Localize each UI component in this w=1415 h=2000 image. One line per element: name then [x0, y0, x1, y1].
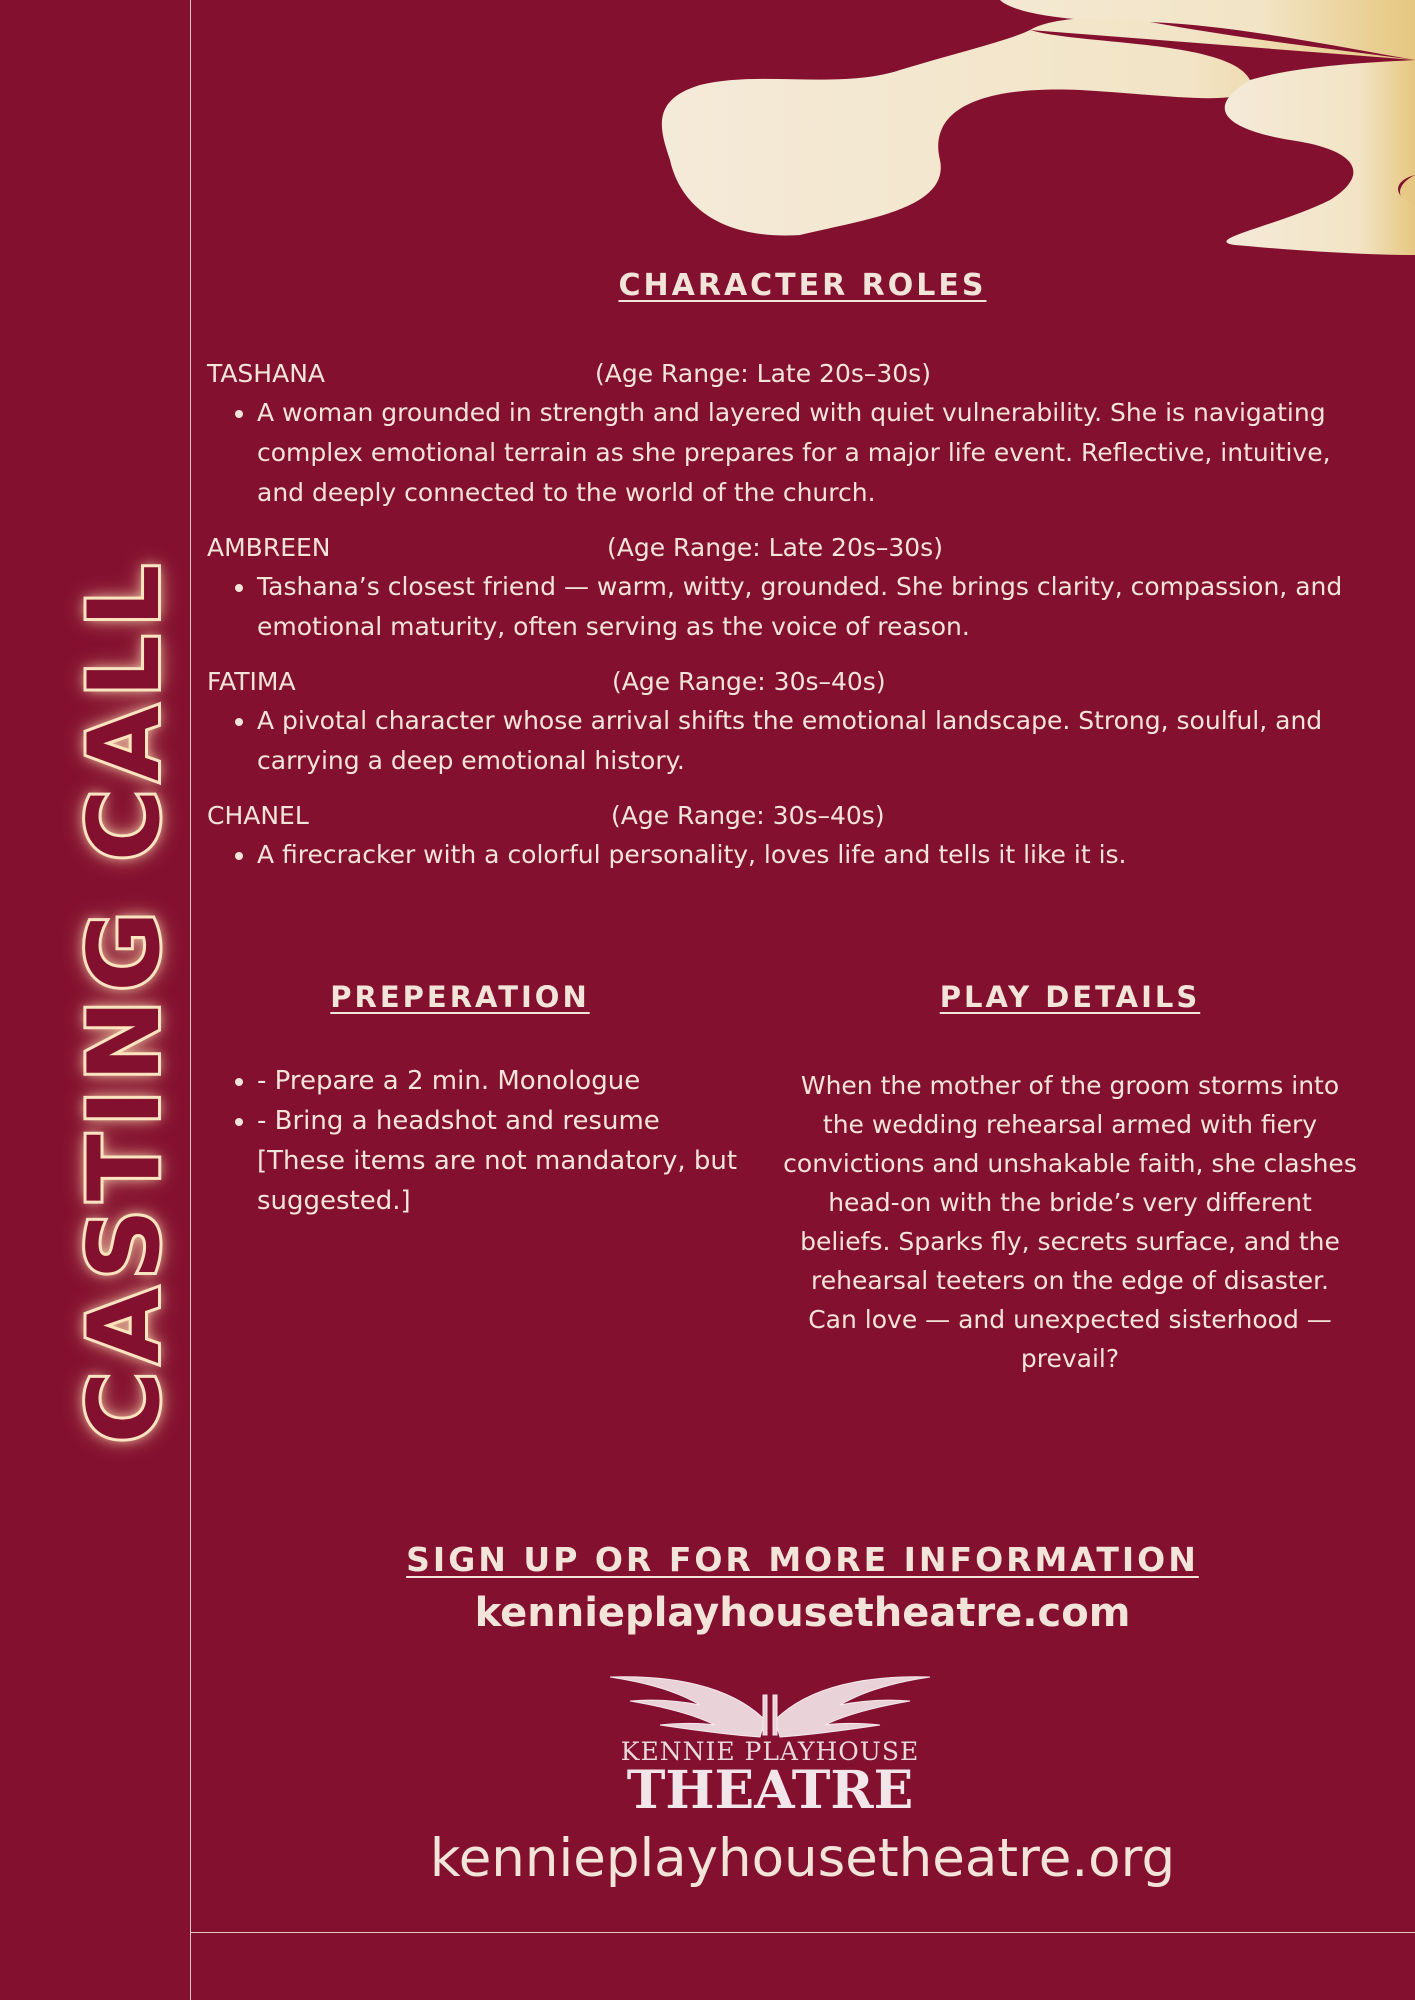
- role-age-range: (Age Range: Late 20s–30s): [595, 359, 931, 388]
- wings-icon: [610, 1665, 930, 1745]
- play-details-text: [780, 1066, 1360, 1378]
- play-details-heading: PLAY DETAILS: [939, 980, 1201, 1014]
- play-tagline: Can love — and unexpected sisterhood — prevail?: [808, 1305, 1332, 1373]
- decorative-cloud-shape: [0, 0, 1415, 260]
- bottom-divider-line: [190, 1932, 1415, 1933]
- role-description: • A pivotal character whose arrival shifts the emotional landscape. Strong, soulful, and carrying a deep emotional history.: [257, 701, 1347, 781]
- play-synopsis: When the mother of the groom storms into the wedding rehearsal armed with fiery convictions and unshakable faith, she clashes head-on with the bride’s very different beliefs. Sparks fly, secrets surface, and the rehearsal teeters on the edge of disaster.: [783, 1071, 1357, 1295]
- preparation-item: • - Bring a headshot and resume: [257, 1101, 777, 1141]
- preparation-heading: PREPERATION: [330, 980, 590, 1014]
- preparation-list: [207, 1061, 777, 1221]
- role-entry: [207, 797, 1347, 875]
- role-age-range: (Age Range: 30s–40s): [611, 801, 885, 830]
- logo-line-2: THEATRE: [626, 1760, 914, 1821]
- theatre-logo: [610, 1665, 930, 1825]
- role-description: • Tashana’s closest friend — warm, witty, grounded. She brings clarity, compassion, and emotional maturity, often serving as the voice of reason.: [257, 567, 1347, 647]
- role-entry: [207, 529, 1347, 647]
- role-name: TASHANA: [207, 359, 326, 388]
- preparation-note: [These items are not mandatory, but suggested.]: [257, 1146, 738, 1216]
- signup-heading: SIGN UP OR FOR MORE INFORMATION: [406, 1540, 1199, 1579]
- role-age-range: (Age Range: Late 20s–30s): [607, 533, 943, 562]
- role-description: • A woman grounded in strength and layered with quiet vulnerability. She is navigating complex emotional terrain as she prepares for a major life event. Reflective, intuitive, and deeply connected to the world of the church.: [257, 393, 1347, 513]
- role-name: AMBREEN: [207, 533, 331, 562]
- casting-call-title: CASTING CALL: [68, 556, 182, 1444]
- preparation-item: • - Prepare a 2 min. Monologue: [257, 1061, 777, 1101]
- role-age-range: (Age Range: 30s–40s): [612, 667, 886, 696]
- logo-line-1: KENNIE PLAYHOUSE: [620, 1737, 920, 1766]
- role-name: CHANEL: [207, 801, 309, 830]
- character-roles-list: [207, 355, 1347, 891]
- role-description: • A firecracker with a colorful personality, loves life and tells it like it is.: [257, 835, 1347, 875]
- role-name: FATIMA: [207, 667, 296, 696]
- website-link-com[interactable]: kennieplayhousetheatre.com: [474, 1590, 1131, 1636]
- role-entry: [207, 355, 1347, 513]
- role-entry: [207, 663, 1347, 781]
- website-link-org[interactable]: kennieplayhousetheatre.org: [429, 1828, 1176, 1889]
- character-roles-heading: CHARACTER ROLES: [618, 268, 987, 303]
